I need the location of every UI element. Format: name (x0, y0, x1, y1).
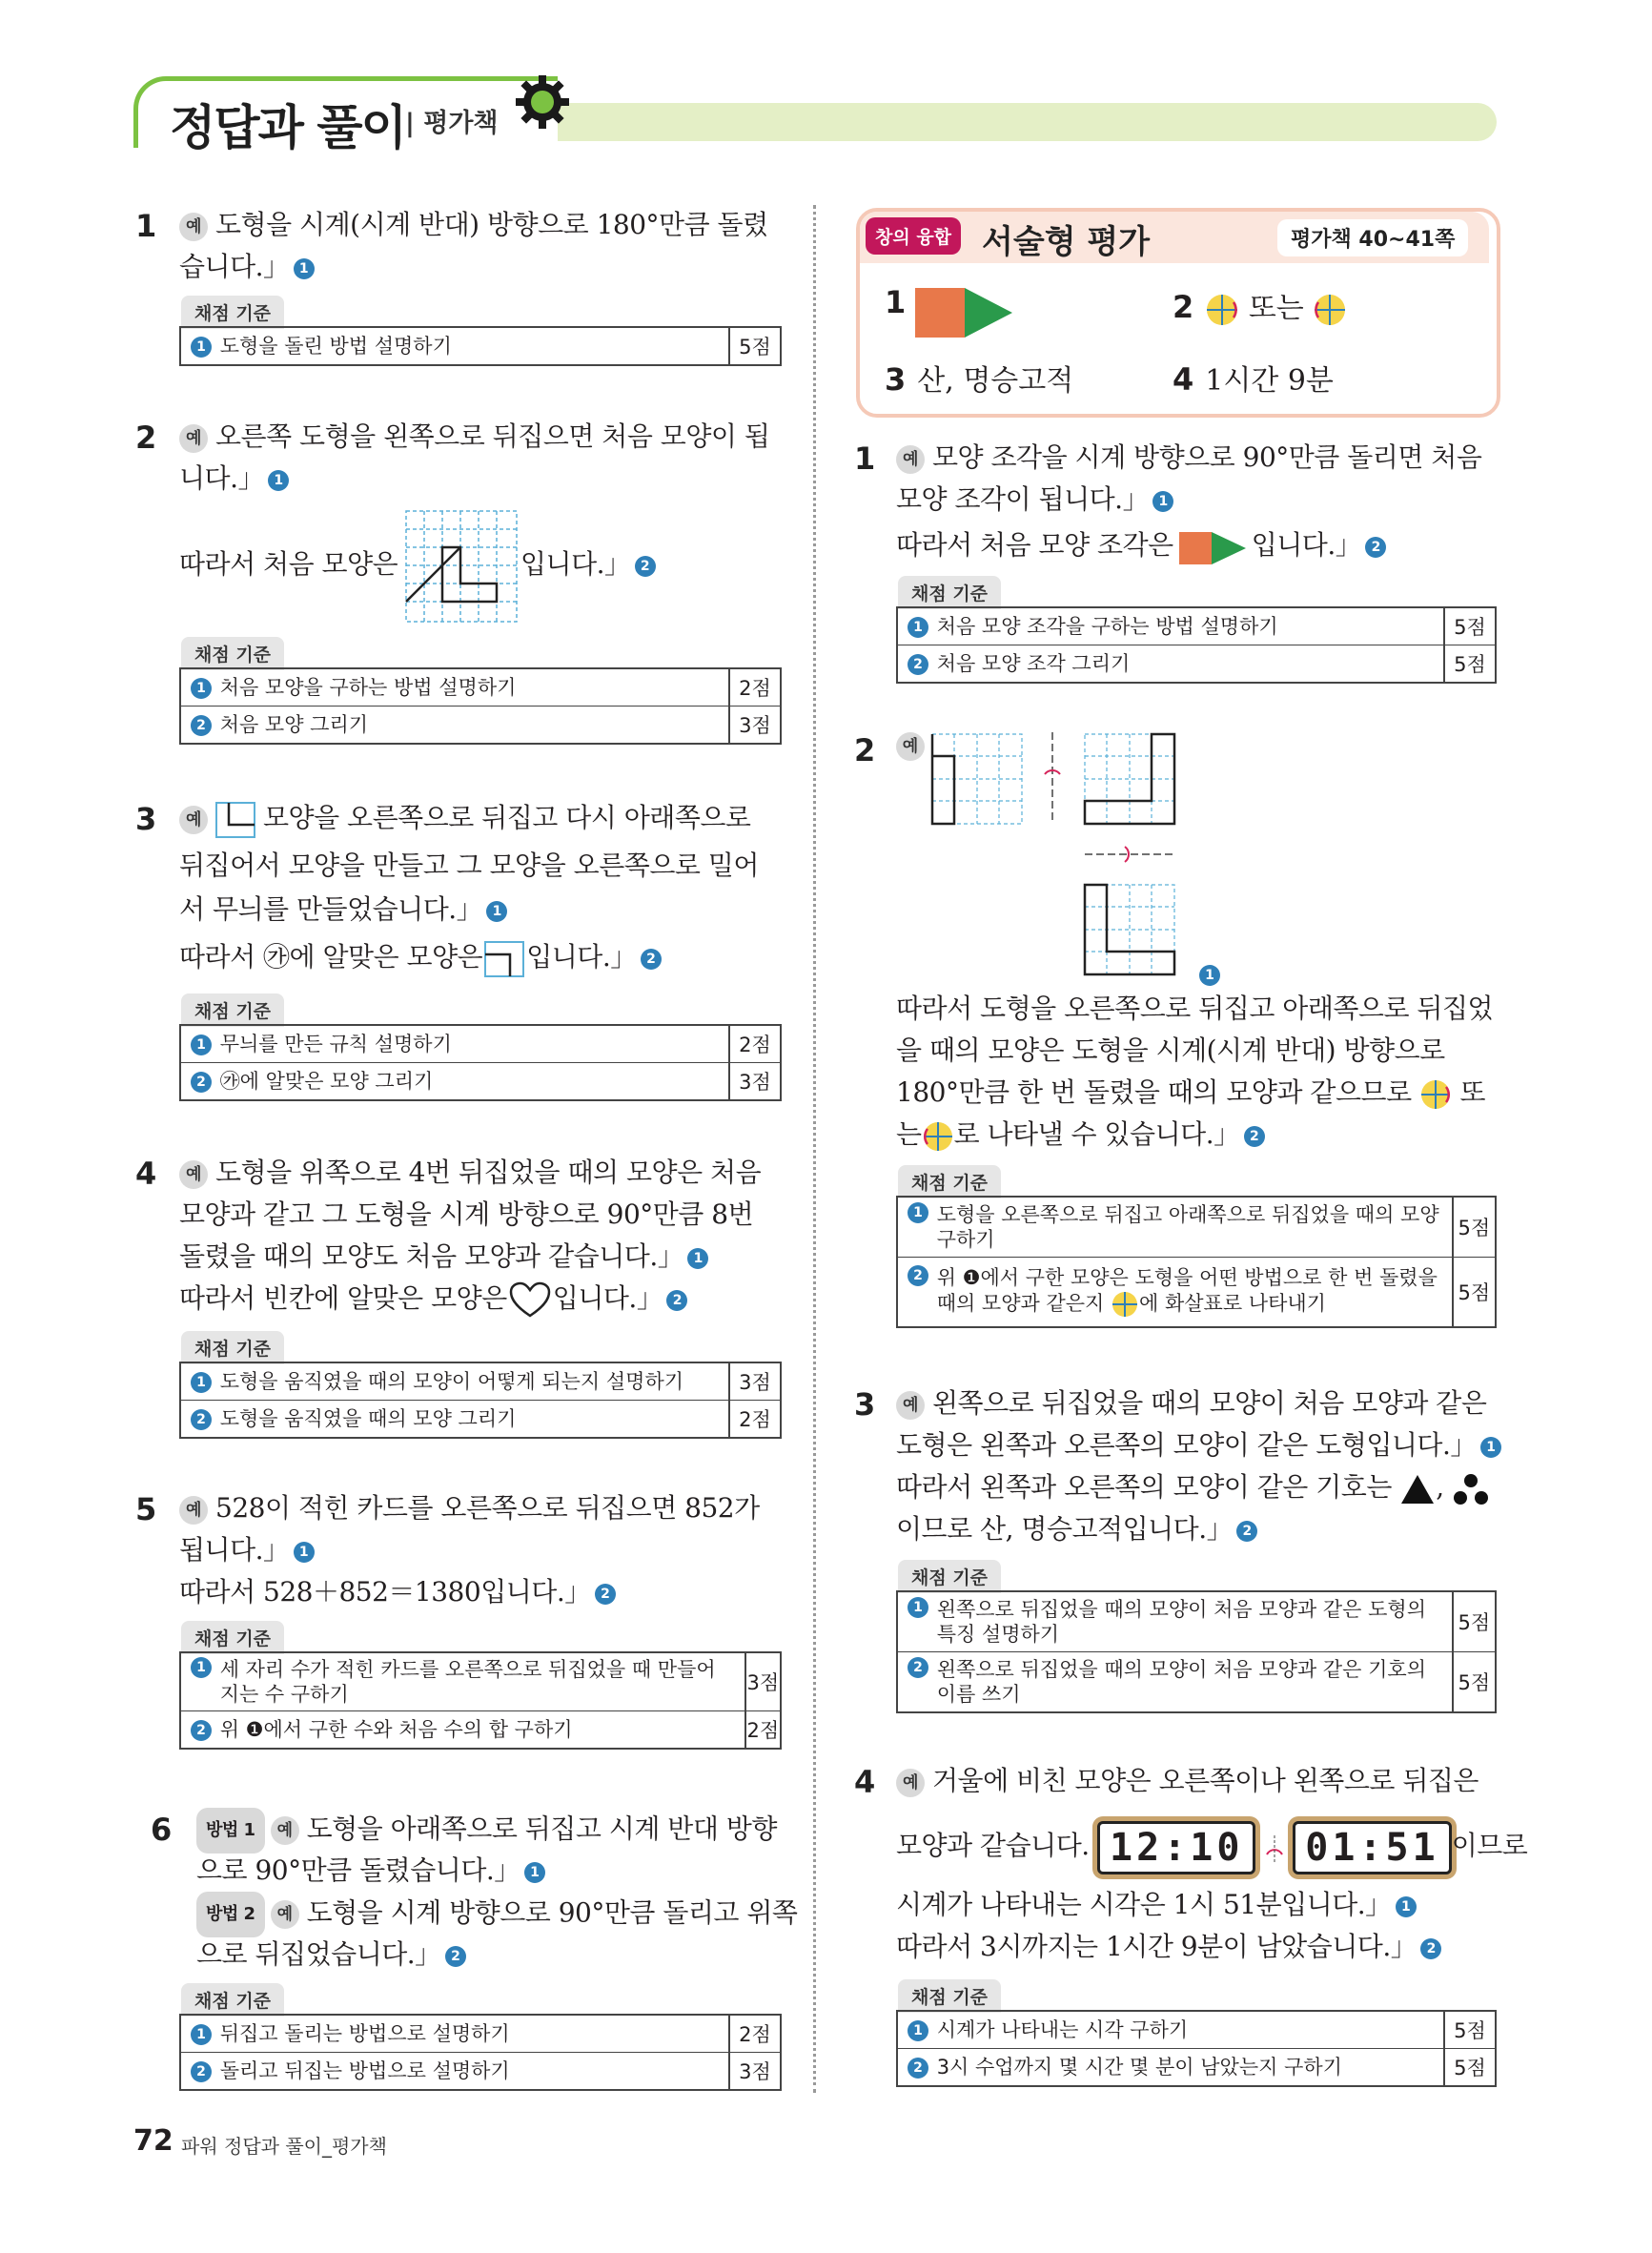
heart-icon (509, 1281, 551, 1320)
q3-line4: 따라서 ㉮에 알맞은 모양은 입니다.」 2 (179, 936, 662, 978)
grading-table: 1 세 자리 수가 적힌 카드를 오른쪽으로 뒤집었을 때 만들어지는 수 구하기 3점 2 위 ❶에서 구한 수와 처음 수의 합 구하기 2점 (179, 1651, 782, 1750)
plus-circle-icon (1205, 293, 1239, 327)
q2-line1: 예 오른쪽 도형을 왼쪽으로 뒤집으면 처음 모양이 됩 (179, 416, 769, 458)
mountain-symbol-icon (1399, 1473, 1436, 1505)
page-subtitle: | 평가책 (405, 109, 499, 138)
q4-line4: 따라서 빈칸에 알맞은 모양은 입니다.」 2 (179, 1278, 687, 1320)
flip-diagram (930, 732, 1188, 980)
grading-table: 1 처음 모양 조각을 구하는 방법 설명하기 5점 2 처음 모양 조각 그리기 5점 (896, 606, 1497, 684)
grading-table: 1 도형을 움직였을 때의 모양이 어떻게 되는지 설명하기 3점 2 도형을 움직였을 때의 모양 그리기 2점 (179, 1362, 782, 1439)
gear-icon (513, 72, 572, 132)
r-q3-line3: 따라서 왼쪽과 오른쪽의 모양이 같은 기호는 , (896, 1466, 1490, 1508)
q4-line3: 돌렸을 때의 모양도 처음 모양과 같습니다.」 1 (179, 1236, 708, 1278)
page-number: 72 (133, 2124, 173, 2158)
q2-line2: 니다.」 1 (179, 458, 289, 500)
r-q3-line4: 이므로 산, 명승고적입니다.」 2 (896, 1508, 1257, 1550)
q3-line2: 뒤집어서 모양을 만들고 그 모양을 오른쪽으로 밀어 (179, 850, 759, 881)
grading-table: 1 무늬를 만든 규칙 설명하기 2점 2 ㉮에 알맞은 모양 그리기 3점 (179, 1024, 782, 1101)
r-q2-line4: 는 로 나타낼 수 있습니다.」 2 (896, 1114, 1265, 1156)
flip-arrow-icon (1264, 1833, 1285, 1862)
r-q3-line1: 예 왼쪽으로 뒤집었을 때의 모양이 처음 모양과 같은 (896, 1383, 1486, 1424)
q6-line3: 방법 2 예 도형을 시계 방향으로 90°만큼 돌리고 위쪽 (196, 1892, 797, 1937)
grading-table: 1 처음 모양을 구하는 방법 설명하기 2점 2 처음 모양 그리기 3점 (179, 667, 782, 745)
category-tag: 창의 융합 (866, 217, 961, 255)
q5-line3: 따라서 528＋852＝1380입니다.」 2 (179, 1571, 616, 1613)
marker-1: 1 (1199, 965, 1220, 986)
r-q4-line1: 예 거울에 비친 모양은 오른쪽이나 왼쪽으로 뒤집은 (896, 1760, 1479, 1802)
grading-header: 채점 기준 (898, 1560, 1001, 1593)
example-badge: 예 (896, 732, 925, 761)
page-reference: 평가책 40~41쪽 (1277, 219, 1468, 256)
question-number: 2 (854, 732, 876, 768)
grid-shape-figure (404, 509, 519, 624)
question-number: 3 (135, 801, 157, 837)
q4-line2: 모양과 같고 그 도형을 시계 방향으로 90°만큼 8번 (179, 1198, 754, 1230)
grading-header: 채점 기준 (898, 576, 1001, 609)
q2-line3: 따라서 처음 모양은 (179, 548, 398, 580)
question-number: 4 (854, 1764, 876, 1800)
corner-shape-icon (215, 802, 255, 838)
q2-line3b: 입니다.」 2 (520, 543, 656, 585)
q6-line2: 으로 90°만큼 돌렸습니다.」 1 (196, 1850, 545, 1892)
q1-line2: 습니다.」 1 (179, 246, 315, 288)
footer-text: 파워 정답과 풀이_평가책 (181, 2135, 387, 2158)
question-number: 1 (135, 208, 157, 244)
clock-display: 12:10 (1097, 1821, 1255, 1874)
page-title: 정답과 풀이 (170, 100, 405, 155)
grading-table: 1 왼쪽으로 뒤집었을 때의 모양이 처음 모양과 같은 도형의 특징 설명하기 5점 2 왼쪽으로 뒤집었을 때의 모양이 처음 모양과 같은 기호의 이름 쓰기 5점 (896, 1590, 1497, 1713)
grading-table: 1 도형을 돌린 방법 설명하기 5점 (179, 326, 782, 366)
grading-header: 채점 기준 (898, 1165, 1001, 1198)
q1-line1: 예 도형을 시계(시계 반대) 방향으로 180°만큼 돌렸 (179, 204, 768, 246)
answer-3: 3 산, 명승고적 (885, 361, 1074, 398)
summary-box-title: 서술형 평가 (982, 223, 1151, 261)
question-number: 3 (854, 1386, 876, 1423)
r-q4-line3: 시계가 나타내는 시각은 1시 51분입니다.」 1 (896, 1884, 1417, 1926)
question-number: 1 (854, 440, 876, 477)
r-q4-line4: 따라서 3시까지는 1시간 9분이 남았습니다.」 2 (896, 1926, 1441, 1968)
q3-line3: 서 무늬를 만들었습니다.」 1 (179, 889, 507, 931)
q6-line1: 방법 1 예 도형을 아래쪽으로 뒤집고 시계 반대 방향 (196, 1808, 777, 1854)
plus-circle-icon (922, 1120, 954, 1153)
question-number: 6 (151, 1812, 173, 1848)
grading-header: 채점 기준 (181, 637, 284, 670)
question-number: 5 (135, 1491, 157, 1527)
column-divider (813, 205, 816, 2093)
r-q2-line3: 180°만큼 한 번 돌렸을 때의 모양과 같으므로 또 (896, 1072, 1485, 1114)
grading-table: 1 도형을 오른쪽으로 뒤집고 아래쪽으로 뒤집었을 때의 모양 구하기 5점 2 위 ❶에서 구한 모양은 도형을 어떤 방법으로 한 번 돌렸을 때의 모양과 같은지 에 화살표로 나타내기 5점 (896, 1196, 1497, 1328)
grading-header: 채점 기준 (181, 1331, 284, 1364)
answer-1: 1 (885, 284, 907, 320)
arrow-piece-shape (1177, 530, 1248, 564)
grading-header: 채점 기준 (181, 993, 284, 1027)
clock-display: 01:51 (1293, 1821, 1451, 1874)
question-number: 4 (135, 1156, 157, 1192)
plus-circle-icon (1419, 1078, 1452, 1111)
grading-header: 채점 기준 (181, 1621, 284, 1654)
arrow-piece-shape (913, 286, 1018, 339)
r-q1-line3: 따라서 처음 모양 조각은 입니다.」 2 (896, 524, 1386, 566)
question-number: 2 (135, 420, 157, 456)
q5-line2: 됩니다.」 1 (179, 1529, 315, 1571)
grading-header: 채점 기준 (181, 1983, 284, 2017)
q5-line1: 예 528이 적힌 카드를 오른쪽으로 뒤집으면 852가 (179, 1487, 760, 1529)
r-q4-line2: 모양과 같습니다. 12:10 01:51 이므로 (896, 1817, 1527, 1874)
q6-line4: 으로 뒤집었습니다.」 2 (196, 1934, 466, 1976)
grading-table: 1 시계가 나타내는 시각 구하기 5점 2 3시 수업까지 몇 시간 몇 분이 남았는지 구하기 5점 (896, 2010, 1497, 2087)
grading-header: 채점 기준 (898, 1979, 1001, 2013)
r-q3-line2: 도형은 왼쪽과 오른쪽의 모양이 같은 도형입니다.」 1 (896, 1424, 1501, 1466)
r-q2-line2: 을 때의 모양은 도형을 시계(시계 반대) 방향으로 (896, 1034, 1445, 1066)
q4-line1: 예 도형을 위쪽으로 4번 뒤집었을 때의 모양은 처음 (179, 1152, 761, 1194)
r-q2-line1: 따라서 도형을 오른쪽으로 뒤집고 아래쪽으로 뒤집었 (896, 993, 1494, 1024)
grading-table: 1 뒤집고 돌리는 방법으로 설명하기 2점 2 돌리고 뒤집는 방법으로 설명하기 3점 (179, 2014, 782, 2091)
r-q1-line1: 예 모양 조각을 시계 방향으로 90°만큼 돌리면 처음 (896, 437, 1481, 479)
q3-line1: 예 모양을 오른쪽으로 뒤집고 다시 아래쪽으로 (179, 797, 750, 839)
answer-2: 2 또는 (1173, 284, 1347, 327)
corner-shape-icon (484, 941, 524, 977)
plus-circle-icon (1111, 1290, 1139, 1319)
r-q1-line2: 모양 조각이 됩니다.」 1 (896, 479, 1173, 521)
grading-header: 채점 기준 (181, 296, 284, 329)
answer-4: 4 1시간 9분 (1173, 361, 1334, 398)
plus-circle-icon (1313, 293, 1347, 327)
example-badge: 예 (179, 213, 208, 241)
landmark-symbol-icon (1452, 1472, 1490, 1506)
